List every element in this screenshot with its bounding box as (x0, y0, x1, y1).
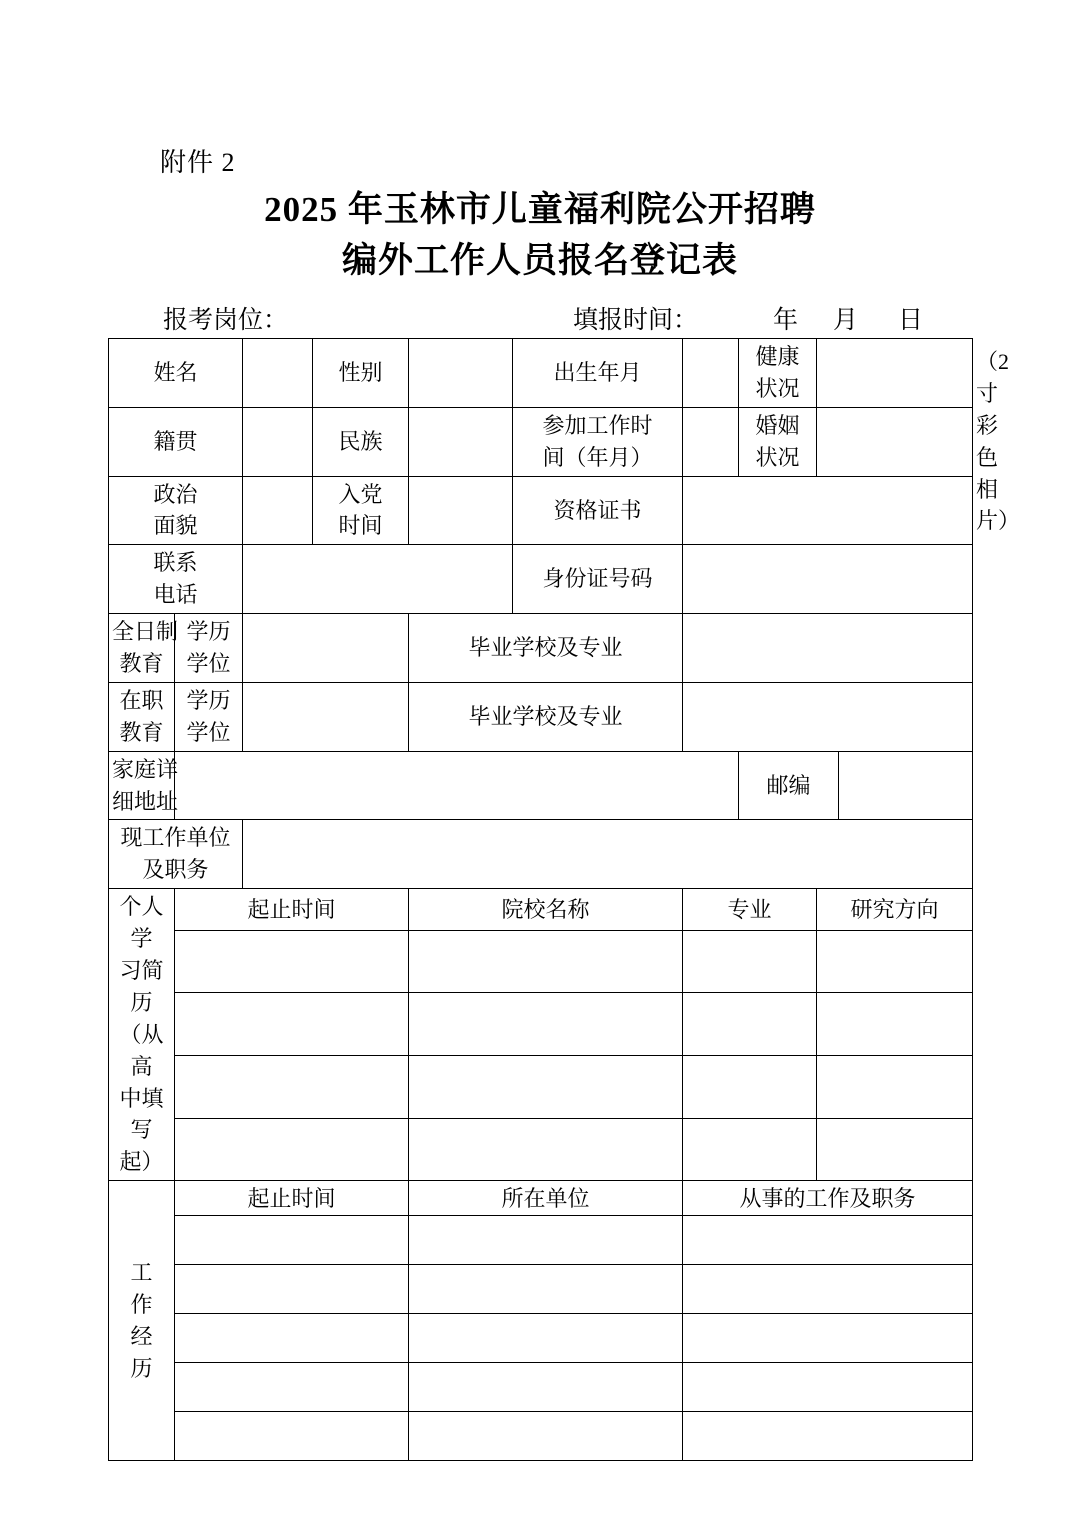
address-line-1: 家庭详 (112, 756, 179, 782)
work-row (109, 1412, 973, 1461)
work-cell-position[interactable] (683, 1265, 973, 1314)
education-cell-school[interactable] (409, 1118, 683, 1181)
fulltime-line-1: 全日制 (112, 619, 179, 645)
education-cell-period[interactable] (175, 993, 409, 1056)
edu-label-line-5: 起） (119, 1149, 164, 1175)
edu-label-line-1: 个人学 (119, 894, 164, 952)
cell-label-fulltime-school: 毕业学校及专业 (409, 614, 683, 683)
table-row (109, 751, 973, 820)
education-section-label (109, 889, 175, 1181)
education-cell-research[interactable] (817, 1055, 973, 1118)
work-row (109, 1265, 973, 1314)
cell-label-inservice-school: 毕业学校及专业 (409, 682, 683, 751)
post-label: 报考岗位： (163, 307, 289, 334)
education-row (109, 993, 973, 1056)
cell-value-zipcode[interactable] (839, 751, 973, 820)
day-label: 日 (898, 307, 924, 334)
work-cell-unit[interactable] (409, 1412, 683, 1461)
fulltime-line-2: 教育 (119, 651, 164, 677)
cell-value-id-number[interactable] (683, 545, 973, 614)
cell-value-certificate[interactable] (683, 476, 973, 545)
degree-line-2: 学位 (186, 651, 231, 677)
work-cell-unit[interactable] (409, 1216, 683, 1265)
work-col-header-unit: 所在单位 (409, 1181, 683, 1216)
cell-label-political (109, 476, 243, 545)
education-cell-major[interactable] (683, 1055, 817, 1118)
education-col-header-school: 院校名称 (409, 889, 683, 930)
work-col-header-position: 从事的工作及职务 (683, 1181, 973, 1216)
education-row (109, 1118, 973, 1181)
work-cell-period[interactable] (175, 1412, 409, 1461)
work-row (109, 1216, 973, 1265)
registration-form-table (108, 338, 1021, 1461)
table-row: 姓名 性别 出生年月 健康 状况 （2 寸彩 色相片） (109, 339, 973, 408)
cell-value-native-place[interactable] (243, 407, 313, 476)
work-cell-unit[interactable] (409, 1265, 683, 1314)
education-col-header-major: 专业 (683, 889, 817, 930)
work-start-line-2: 间（年月） (542, 444, 653, 470)
cell-label-nation: 民族 (313, 407, 409, 476)
work-cell-unit[interactable] (409, 1363, 683, 1412)
education-cell-research[interactable] (817, 993, 973, 1056)
degree2-line-2: 学位 (186, 719, 231, 745)
cell-label-birth: 出生年月 (513, 339, 683, 408)
work-cell-position[interactable] (683, 1314, 973, 1363)
work-cell-position[interactable] (683, 1216, 973, 1265)
degree-line-1: 学历 (186, 619, 231, 645)
cell-label-inservice-education (109, 682, 175, 751)
table-row-work-header (109, 1181, 973, 1216)
cell-label-fulltime-education (109, 614, 179, 683)
work-cell-unit[interactable] (409, 1314, 683, 1363)
cell-value-marriage[interactable] (817, 407, 973, 476)
cell-label-current-unit (109, 820, 243, 889)
work-section-label (109, 1181, 175, 1461)
health-line-1: 健康 (755, 344, 800, 369)
education-cell-major[interactable] (683, 930, 817, 993)
political-line-1: 政治 (153, 481, 198, 507)
current-unit-line-2: 及职务 (142, 857, 209, 883)
cell-value-current-unit[interactable] (243, 820, 973, 889)
degree2-line-1: 学历 (186, 687, 231, 713)
month-label: 月 (833, 307, 859, 334)
work-cell-period[interactable] (175, 1265, 409, 1314)
marriage-line-2: 状况 (755, 444, 800, 470)
cell-label-health (739, 339, 817, 408)
inservice-line-1: 在职 (119, 687, 164, 713)
education-cell-major[interactable] (683, 993, 817, 1056)
cell-label-marriage (739, 407, 817, 476)
work-cell-period[interactable] (175, 1314, 409, 1363)
cell-label-fulltime-degree (175, 614, 243, 683)
education-cell-research[interactable] (817, 1118, 973, 1181)
political-line-2: 面貌 (153, 513, 198, 539)
work-label-line-3: 经 (130, 1323, 153, 1349)
cell-value-work-start[interactable] (683, 407, 739, 476)
education-cell-school[interactable] (409, 930, 683, 993)
work-label-line-1: 工 (130, 1259, 153, 1285)
education-cell-research[interactable] (817, 930, 973, 993)
cell-value-fulltime-school[interactable] (683, 614, 973, 683)
work-label-line-2: 作 (130, 1291, 153, 1317)
work-cell-period[interactable] (175, 1363, 409, 1412)
cell-label-inservice-degree (175, 682, 243, 751)
cell-label-party-join (313, 476, 409, 545)
table-row (109, 614, 973, 683)
health-line-2: 状况 (755, 375, 800, 401)
party-join-line-1: 入党 (338, 481, 383, 507)
table-row (109, 407, 973, 476)
marriage-line-1: 婚姻 (755, 412, 800, 438)
table-row (109, 545, 973, 614)
document-title (0, 185, 1080, 287)
cell-label-name: 姓名 (109, 339, 243, 408)
attachment-label: 附件 2 (160, 148, 236, 177)
education-col-header-research: 研究方向 (817, 889, 973, 930)
education-cell-school[interactable] (409, 993, 683, 1056)
work-row (109, 1314, 973, 1363)
cell-label-id-number: 身份证号码 (513, 545, 683, 614)
table-row (109, 820, 973, 889)
cell-label-phone (109, 545, 243, 614)
phone-line-1: 联系 (153, 550, 198, 576)
year-label: 年 (773, 307, 799, 334)
work-cell-position[interactable] (683, 1363, 973, 1412)
table-row-education-header (109, 889, 973, 930)
edu-label-line-4: 中填写 (119, 1085, 164, 1143)
cell-label-work-start (513, 407, 683, 476)
cell-value-fulltime-degree[interactable] (243, 614, 409, 683)
education-row (109, 930, 973, 993)
fill-date-label: 填报时间： (573, 307, 699, 334)
cell-label-native-place: 籍贯 (109, 407, 243, 476)
edu-label-line-2: 习简历 (119, 958, 164, 1015)
cell-value-birth[interactable] (683, 339, 739, 408)
table-row (109, 476, 973, 545)
cell-value-name[interactable] (243, 339, 313, 408)
cell-label-gender: 性别 (313, 339, 409, 408)
cell-value-home-address[interactable] (175, 751, 739, 820)
cell-value-party-join[interactable] (409, 476, 513, 545)
cell-value-nation[interactable] (409, 407, 513, 476)
inservice-line-2: 教育 (119, 719, 164, 745)
work-start-line-1: 参加工作时 (542, 412, 653, 438)
cell-label-certificate: 资格证书 (513, 476, 683, 545)
address-line-2: 细地址 (112, 788, 179, 814)
work-row (109, 1363, 973, 1412)
phone-line-2: 电话 (153, 582, 198, 608)
cell-value-health[interactable] (817, 339, 973, 408)
education-cell-period[interactable] (175, 1055, 409, 1118)
education-cell-major[interactable] (683, 1118, 817, 1181)
work-col-header-period: 起止时间 (175, 1181, 409, 1216)
party-join-line-2: 时间 (338, 513, 383, 539)
work-cell-period[interactable] (175, 1216, 409, 1265)
education-col-header-period: 起止时间 (175, 889, 409, 930)
work-label-line-4: 历 (130, 1355, 153, 1381)
cell-label-home-address (109, 751, 179, 820)
cell-value-political[interactable] (243, 476, 313, 545)
cell-value-inservice-school[interactable] (683, 682, 973, 751)
cell-value-inservice-degree[interactable] (243, 682, 409, 751)
cell-value-gender[interactable] (409, 339, 513, 408)
title-line-1: 2025 年玉林市儿童福利院公开招聘 (264, 190, 816, 229)
cell-value-phone[interactable] (243, 545, 513, 614)
current-unit-line-1: 现工作单位 (120, 825, 231, 851)
education-cell-period[interactable] (175, 1118, 409, 1181)
meta-row (108, 300, 978, 334)
education-cell-period[interactable] (175, 930, 409, 993)
education-cell-school[interactable] (409, 1055, 683, 1118)
cell-label-zipcode: 邮编 (739, 751, 839, 820)
title-line-2: 编外工作人员报名登记表 (341, 240, 738, 280)
table-row (109, 682, 973, 751)
work-cell-position[interactable] (683, 1412, 973, 1461)
education-row (109, 1055, 973, 1118)
edu-label-line-3: （从高 (119, 1021, 164, 1079)
